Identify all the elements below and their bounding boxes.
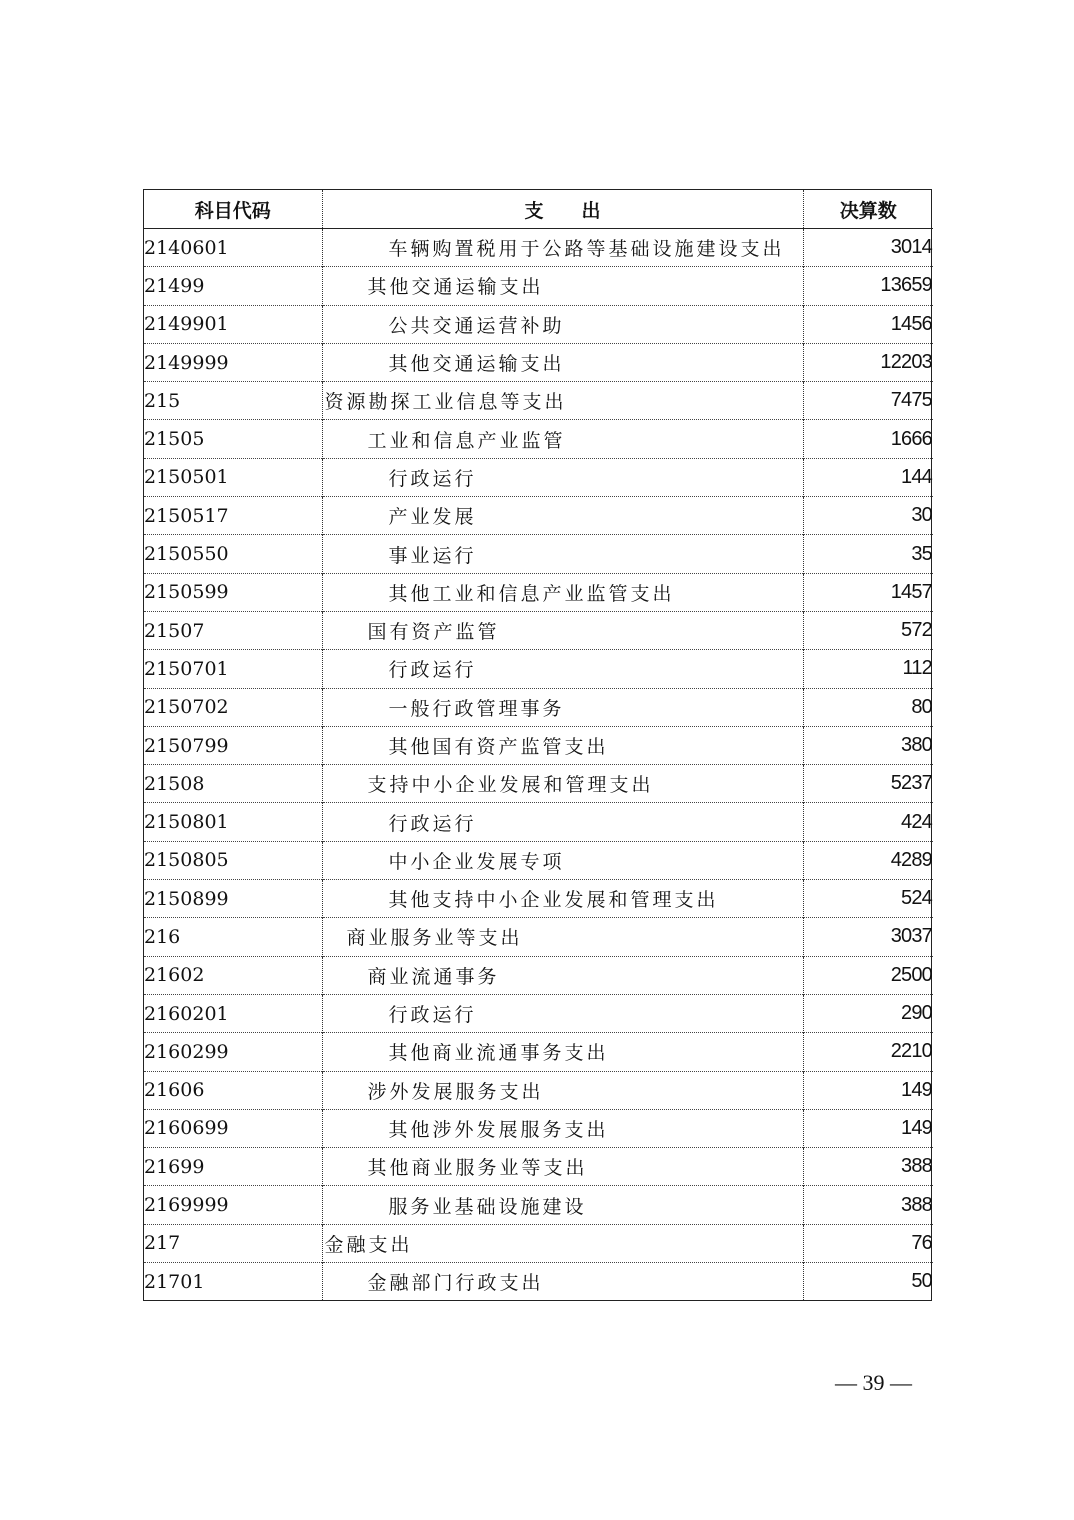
table-row: [144, 1071, 933, 1109]
header-expenditure: 支 出: [322, 190, 803, 229]
table-row: [144, 267, 933, 305]
name-cell: 行政运行: [322, 803, 803, 841]
expenditure-table: [144, 190, 933, 1300]
table-row: [144, 229, 933, 267]
amount-cell: 1457: [803, 573, 933, 611]
code-cell: 2150805: [144, 841, 322, 879]
name-cell: 公共交通运营补助: [322, 305, 803, 343]
table-row: [144, 305, 933, 343]
amount-cell: 112: [803, 650, 933, 688]
code-cell: 2150799: [144, 726, 322, 764]
name-cell: 其他工业和信息产业监管支出: [322, 573, 803, 611]
name-cell: 资源勘探工业信息等支出: [322, 382, 803, 420]
amount-cell: 30: [803, 497, 933, 535]
table-row: [144, 650, 933, 688]
code-cell: 2169999: [144, 1186, 322, 1224]
name-cell: 行政运行: [322, 994, 803, 1032]
code-cell: 21508: [144, 765, 322, 803]
amount-cell: 572: [803, 611, 933, 649]
code-cell: 2160699: [144, 1109, 322, 1147]
code-cell: 21505: [144, 420, 322, 458]
table-row: [144, 1224, 933, 1262]
code-cell: 2149901: [144, 305, 322, 343]
name-cell: 其他商业流通事务支出: [322, 1033, 803, 1071]
table-row: [144, 880, 933, 918]
name-cell: 其他涉外发展服务支出: [322, 1109, 803, 1147]
code-cell: 2150801: [144, 803, 322, 841]
code-cell: 2150702: [144, 688, 322, 726]
table-row: [144, 765, 933, 803]
name-cell: 一般行政管理事务: [322, 688, 803, 726]
amount-cell: 7475: [803, 382, 933, 420]
page-number: — 39 —: [835, 1370, 912, 1395]
code-cell: 2150517: [144, 497, 322, 535]
code-cell: 217: [144, 1224, 322, 1262]
name-cell: 事业运行: [322, 535, 803, 573]
name-cell: 中小企业发展专项: [322, 841, 803, 879]
amount-cell: 4289: [803, 841, 933, 879]
code-cell: 2150501: [144, 458, 322, 496]
table-row: [144, 497, 933, 535]
amount-cell: 424: [803, 803, 933, 841]
table-body: [144, 229, 933, 1301]
table-row: [144, 994, 933, 1032]
table-row: [144, 1033, 933, 1071]
amount-cell: 50: [803, 1263, 933, 1301]
name-cell: 其他交通运输支出: [322, 267, 803, 305]
name-cell: 商业流通事务: [322, 956, 803, 994]
code-cell: 2160299: [144, 1033, 322, 1071]
amount-cell: 144: [803, 458, 933, 496]
amount-cell: 2210: [803, 1033, 933, 1071]
table-row: [144, 841, 933, 879]
expenditure-table-container: [143, 189, 932, 1301]
amount-cell: 1666: [803, 420, 933, 458]
amount-cell: 13659: [803, 267, 933, 305]
table-row: [144, 420, 933, 458]
code-cell: 2149999: [144, 343, 322, 381]
table-row: [144, 573, 933, 611]
amount-cell: 3037: [803, 918, 933, 956]
name-cell: 服务业基础设施建设: [322, 1186, 803, 1224]
amount-cell: 35: [803, 535, 933, 573]
code-cell: 2150899: [144, 880, 322, 918]
name-cell: 其他国有资产监管支出: [322, 726, 803, 764]
name-cell: 行政运行: [322, 458, 803, 496]
name-cell: 其他支持中小企业发展和管理支出: [322, 880, 803, 918]
amount-cell: 149: [803, 1109, 933, 1147]
table-row: [144, 611, 933, 649]
table-row: [144, 803, 933, 841]
name-cell: 产业发展: [322, 497, 803, 535]
name-cell: 国有资产监管: [322, 611, 803, 649]
table-row: [144, 1186, 933, 1224]
amount-cell: 380: [803, 726, 933, 764]
amount-cell: 388: [803, 1148, 933, 1186]
code-cell: 2150599: [144, 573, 322, 611]
table-row: [144, 1148, 933, 1186]
name-cell: 行政运行: [322, 650, 803, 688]
header-code: 科目代码: [144, 190, 322, 229]
name-cell: 工业和信息产业监管: [322, 420, 803, 458]
amount-cell: 149: [803, 1071, 933, 1109]
table-row: [144, 918, 933, 956]
amount-cell: 3014: [803, 229, 933, 267]
table-row: [144, 956, 933, 994]
amount-cell: 80: [803, 688, 933, 726]
code-cell: 216: [144, 918, 322, 956]
table-row: [144, 1263, 933, 1301]
name-cell: 其他交通运输支出: [322, 343, 803, 381]
amount-cell: 5237: [803, 765, 933, 803]
amount-cell: 524: [803, 880, 933, 918]
code-cell: 21602: [144, 956, 322, 994]
amount-cell: 388: [803, 1186, 933, 1224]
code-cell: 21499: [144, 267, 322, 305]
amount-cell: 1456: [803, 305, 933, 343]
table-row: [144, 688, 933, 726]
table-row: [144, 458, 933, 496]
table-row: [144, 726, 933, 764]
code-cell: 2150550: [144, 535, 322, 573]
name-cell: 商业服务业等支出: [322, 918, 803, 956]
name-cell: 其他商业服务业等支出: [322, 1148, 803, 1186]
table-row: [144, 1109, 933, 1147]
name-cell: 支持中小企业发展和管理支出: [322, 765, 803, 803]
code-cell: 21701: [144, 1263, 322, 1301]
code-cell: 21507: [144, 611, 322, 649]
amount-cell: 290: [803, 994, 933, 1032]
name-cell: 涉外发展服务支出: [322, 1071, 803, 1109]
amount-cell: 76: [803, 1224, 933, 1262]
code-cell: 21699: [144, 1148, 322, 1186]
code-cell: 215: [144, 382, 322, 420]
table-row: [144, 535, 933, 573]
amount-cell: 12203: [803, 343, 933, 381]
table-header-row: [144, 190, 933, 229]
amount-cell: 2500: [803, 956, 933, 994]
code-cell: 2160201: [144, 994, 322, 1032]
code-cell: 2140601: [144, 236, 229, 259]
table-row: [144, 382, 933, 420]
header-final-amount: 决算数: [803, 190, 933, 229]
name-cell: 金融部门行政支出: [322, 1263, 803, 1301]
name-cell: 金融支出: [322, 1224, 803, 1262]
table-row: [144, 343, 933, 381]
code-cell: 2150701: [144, 650, 322, 688]
code-cell: 21606: [144, 1071, 322, 1109]
name-cell: 车辆购置税用于公路等基础设施建设支出: [322, 229, 803, 267]
